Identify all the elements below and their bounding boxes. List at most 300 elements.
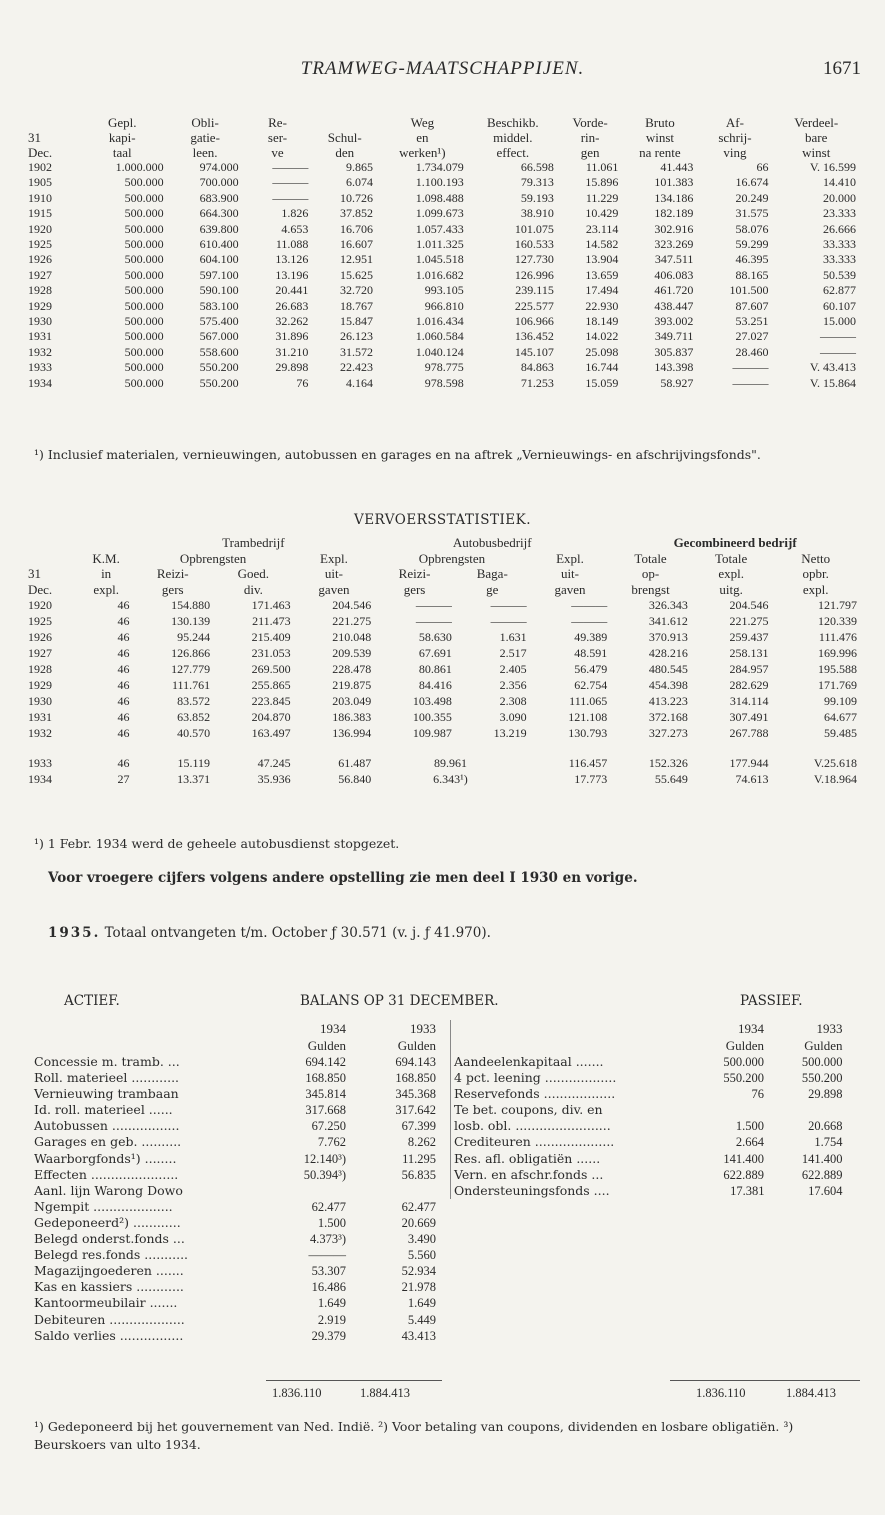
finance-cell: 500.000 xyxy=(124,344,164,359)
finance-cell: 101.075 xyxy=(514,221,554,236)
finance-cell: 590.100 xyxy=(199,283,239,298)
transport-year-cell: 1926 xyxy=(28,630,52,644)
asset-value: 67.399 xyxy=(401,1119,436,1134)
transport-row xyxy=(28,725,860,741)
finance-cell: 12.951 xyxy=(339,252,373,267)
finance-cell: 393.002 xyxy=(654,314,694,329)
finance-cell: 347.511 xyxy=(654,252,694,267)
transport-cell: 62.754 xyxy=(574,678,608,692)
finance-cell: 500.000 xyxy=(124,267,164,282)
group-tram: Trambedrijf xyxy=(222,535,285,550)
finance-cell: 349.711 xyxy=(654,329,694,344)
asset-row xyxy=(34,1070,446,1086)
col-uit2: gaven xyxy=(318,581,350,597)
finance-year-cell: 1905 xyxy=(28,175,52,190)
transport-cell: 67.691 xyxy=(418,646,452,660)
finance-year-cell: 1927 xyxy=(28,267,52,282)
asset-value: 345.814 xyxy=(305,1087,346,1102)
liability-value: 2.664 xyxy=(735,1135,764,1150)
asset-value: 52.934 xyxy=(401,1264,436,1279)
asset-value: 53.307 xyxy=(311,1264,346,1279)
asset-label: Autobussen ................. xyxy=(34,1118,180,1134)
transport-row xyxy=(28,693,860,709)
assets-col-1934: 1934 xyxy=(320,1021,346,1036)
finance-cell: 37.852 xyxy=(339,206,373,221)
asset-value: 5.560 xyxy=(407,1248,436,1263)
transport-cell: ——— xyxy=(571,614,608,628)
liability-row xyxy=(451,1134,851,1150)
asset-value: 29.379 xyxy=(311,1328,346,1343)
liability-label: Te bet. coupons, div. en xyxy=(454,1102,603,1118)
transport-cell: 454.398 xyxy=(648,678,688,692)
transport-cell: 231.053 xyxy=(251,646,291,660)
finance-cell: 567.000 xyxy=(199,329,239,344)
finance-cell: 16.744 xyxy=(585,360,619,375)
asset-row xyxy=(34,1312,446,1328)
transport-cell: 84.416 xyxy=(418,678,452,692)
finance-cell: 160.533 xyxy=(514,237,554,252)
transport-cell: 428.216 xyxy=(648,646,688,660)
finance-header-cell xyxy=(28,115,77,130)
finance-cell: 1.060.584 xyxy=(415,329,464,344)
transport-cell: 35.936 xyxy=(257,772,291,786)
asset-label: Aanl. lijn Warong Dowo xyxy=(34,1182,183,1198)
asset-row xyxy=(34,1134,446,1150)
transport-cell: 204.546 xyxy=(332,598,372,612)
liability-row xyxy=(451,1070,851,1086)
finance-cell: 88.165 xyxy=(735,267,769,282)
finance-header-cell: Vorde- xyxy=(572,115,608,130)
finance-cell: 15.625 xyxy=(339,267,373,282)
transport-cell: 111.761 xyxy=(171,678,211,692)
liability-value: 550.200 xyxy=(723,1071,764,1086)
col-reiz2-auto: gers xyxy=(403,581,426,597)
finance-header-cell: middel. xyxy=(493,130,533,145)
finance-row xyxy=(28,191,860,206)
group-comb: Gecombineerd bedrijf xyxy=(673,535,797,550)
transport-cell: 100.355 xyxy=(412,710,452,724)
asset-value: 43.413 xyxy=(401,1328,436,1343)
asset-label: Gedeponeerd²) ............ xyxy=(34,1214,181,1230)
finance-header-cell: en xyxy=(416,130,429,145)
finance-cell: 66.598 xyxy=(520,160,554,174)
asset-row xyxy=(34,1215,446,1231)
transport-cell: 2.405 xyxy=(499,662,527,676)
finance-cell: 79.313 xyxy=(520,175,554,190)
asset-label: Effecten ...................... xyxy=(34,1166,179,1182)
finance-cell: 50.539 xyxy=(823,267,856,282)
balance-footnote: ¹) Gedeponeerd bij het gouvernement van Ned. Indië. ²) Voor betaling van coupons, dividenden en losbare obligatiën. ³) Beurskoers van ulto 1934. xyxy=(34,1419,794,1452)
finance-row xyxy=(28,222,860,237)
balance-liabilities-table xyxy=(450,1020,851,1199)
finance-header-cell: gen xyxy=(580,145,600,160)
finance-cell: ——— xyxy=(820,344,856,359)
liability-label: Res. afl. obligatiën ...... xyxy=(454,1150,601,1166)
finance-cell: 13.126 xyxy=(275,252,309,267)
finance-cell: ——— xyxy=(272,190,309,205)
finance-cell: 32.720 xyxy=(339,283,373,298)
transport-cell: 46 xyxy=(117,662,130,676)
transport-cell: 121.797 xyxy=(818,598,857,612)
finance-row xyxy=(28,268,860,283)
liability-row xyxy=(451,1167,851,1183)
transport-cell: 46 xyxy=(117,598,130,612)
finance-header-cell: Af- xyxy=(725,115,744,130)
finance-cell: 20.249 xyxy=(735,190,769,205)
finance-row xyxy=(28,175,860,190)
transport-cell: ——— xyxy=(571,598,608,612)
finance-row xyxy=(28,345,860,360)
finance-cell: 20.000 xyxy=(823,190,856,205)
transport-cell: 40.570 xyxy=(177,726,211,740)
finance-cell: 500.000 xyxy=(124,175,164,190)
col-uit2-auto: gaven xyxy=(554,581,586,597)
asset-row xyxy=(34,1295,446,1311)
asset-label: Concessie m. tramb. ... xyxy=(34,1054,180,1069)
finance-cell: 101.500 xyxy=(729,283,769,298)
asset-value: 317.642 xyxy=(395,1103,436,1118)
transport-cell: 74.613 xyxy=(735,772,769,786)
year-1935-text: Totaal ontvangeten t/m. October ƒ 30.571 (v. j. ƒ 41.970). xyxy=(104,925,491,941)
transport-cell: 171.769 xyxy=(818,678,857,692)
asset-value xyxy=(356,1183,446,1199)
transport-cell: 203.049 xyxy=(332,694,372,708)
finance-cell: 700.000 xyxy=(199,175,239,190)
finance-cell: 1.016.434 xyxy=(415,314,464,329)
asset-value: 345.368 xyxy=(395,1087,436,1102)
finance-cell: 13.196 xyxy=(275,267,309,282)
col-31: 31 xyxy=(28,566,41,581)
transport-cell: 27 xyxy=(117,772,130,786)
asset-row xyxy=(34,1231,446,1247)
finance-header-cell: Gepl. xyxy=(107,115,137,130)
finance-cell: 41.443 xyxy=(660,160,694,174)
col-ex2: uitg. xyxy=(719,581,743,597)
transport-year-cell: 1925 xyxy=(28,614,52,628)
finance-cell: 993.105 xyxy=(424,283,464,298)
finance-cell: 31.575 xyxy=(735,206,769,221)
asset-label: Ngempit .................... xyxy=(34,1198,173,1214)
finance-cell: 59.299 xyxy=(735,237,769,252)
finance-cell: 76 xyxy=(296,375,309,390)
col-op2: brengst xyxy=(631,581,670,597)
assets-unit-1934: Gulden xyxy=(307,1038,346,1053)
finance-cell: 500.000 xyxy=(124,360,164,375)
finance-cell: 22.930 xyxy=(585,298,619,313)
transport-cell: 95.244 xyxy=(177,630,211,644)
finance-cell: 182.189 xyxy=(654,206,694,221)
finance-cell: 305.837 xyxy=(654,344,694,359)
transport-cell: 46 xyxy=(117,630,130,644)
asset-label: Belegd onderst.fonds ... xyxy=(34,1231,185,1247)
col-uit1: uit- xyxy=(324,566,343,581)
finance-cell: 1.016.682 xyxy=(415,267,464,282)
asset-value: 1.500 xyxy=(317,1215,346,1230)
finance-cell: 1.100.193 xyxy=(415,175,464,190)
finance-year-cell: 1925 xyxy=(28,237,52,252)
transport-cell: 46 xyxy=(117,756,130,770)
finance-year-cell: 1931 xyxy=(28,329,52,344)
transport-cell: 46 xyxy=(117,678,130,692)
liability-row xyxy=(451,1183,851,1199)
transport-cell: 111.476 xyxy=(818,630,857,644)
finance-cell: V. 43.413 xyxy=(809,360,856,375)
finance-cell: 31.896 xyxy=(275,329,309,344)
finance-row xyxy=(28,237,860,252)
finance-header-cell: winst xyxy=(645,130,674,145)
col-goed2: div. xyxy=(243,581,263,597)
finance-cell: 438.447 xyxy=(654,298,694,313)
liab-unit-1933: Gulden xyxy=(804,1038,843,1053)
col-uit1-auto: uit- xyxy=(560,566,579,581)
balance-actief-title: ACTIEF. xyxy=(64,993,120,1009)
finance-header-cell: Schul- xyxy=(327,130,362,145)
finance-header-cell: Beschikb. xyxy=(486,115,539,130)
liability-row xyxy=(451,1118,851,1134)
finance-cell: 32.262 xyxy=(275,314,309,329)
asset-label: Belegd res.fonds ........... xyxy=(34,1247,189,1263)
finance-cell: 58.927 xyxy=(660,375,694,390)
transport-year-cell: 1930 xyxy=(28,694,52,708)
asset-label: Garages en geb. .......... xyxy=(34,1134,182,1150)
finance-cell: 31.572 xyxy=(339,344,373,359)
asset-label: Id. roll. materieel ...... xyxy=(34,1102,173,1118)
finance-year-cell: 1926 xyxy=(28,252,52,267)
finance-cell: 66 xyxy=(756,160,769,174)
transport-cell: 126.866 xyxy=(171,646,211,660)
finance-header-cell: Re- xyxy=(268,115,287,130)
finance-cell: 26.666 xyxy=(823,221,856,236)
finance-header-cell: den xyxy=(335,145,355,160)
finance-cell: V. 16.599 xyxy=(809,160,856,174)
finance-row xyxy=(28,360,860,375)
asset-value: 7.762 xyxy=(317,1135,346,1150)
transport-cell: 171.463 xyxy=(251,598,291,612)
transport-cell: 46 xyxy=(117,710,130,724)
finance-row xyxy=(28,376,860,391)
finance-header-cell: Bruto xyxy=(645,115,675,130)
col-km1: K.M. xyxy=(92,550,120,566)
liability-value: 29.898 xyxy=(808,1087,843,1102)
transport-row-late xyxy=(28,771,860,787)
finance-cell: 33.333 xyxy=(823,252,856,267)
transport-footnote: ¹) 1 Febr. 1934 werd de geheele autobusdienst stopgezet. xyxy=(34,836,400,851)
col-km3: expl. xyxy=(93,581,119,597)
finance-cell: 53.251 xyxy=(735,314,769,329)
asset-value: 4.373³) xyxy=(309,1232,346,1247)
finance-cell: ——— xyxy=(732,360,769,375)
finance-row xyxy=(28,252,860,267)
transport-row xyxy=(28,645,860,661)
assets-col-1933: 1933 xyxy=(410,1021,436,1036)
transport-cell: ——— xyxy=(415,598,452,612)
transport-cell: 6.343¹) xyxy=(433,772,468,786)
liab-total-1933: 1.884.413 xyxy=(786,1386,836,1400)
asset-value: 56.835 xyxy=(401,1167,436,1182)
transport-cell: ——— xyxy=(490,598,527,612)
transport-cell: 109.987 xyxy=(412,726,452,740)
finance-table xyxy=(28,115,860,391)
finance-header-cell: rin- xyxy=(580,130,600,145)
finance-cell: 87.607 xyxy=(735,298,769,313)
finance-header-row xyxy=(28,130,860,145)
finance-cell: 20.441 xyxy=(275,283,309,298)
finance-cell: 11.061 xyxy=(585,160,619,174)
finance-cell: 610.400 xyxy=(199,237,239,252)
finance-header-cell: gatie- xyxy=(190,130,220,145)
liability-label: 4 pct. leening .................. xyxy=(454,1070,617,1086)
transport-cell: 121.108 xyxy=(568,710,608,724)
col-bag2: ge xyxy=(486,581,499,597)
transport-cell: 58.630 xyxy=(418,630,452,644)
finance-footnote: ¹) Inclusief materialen, vernieuwingen, autobussen en garages en na aftrek „Vernieuwings- en afschrijvingsfonds". xyxy=(34,447,761,462)
transport-cell: 2.308 xyxy=(499,694,527,708)
transport-row xyxy=(28,709,860,725)
col-km2: in xyxy=(101,566,112,581)
liab-unit-1934: Gulden xyxy=(725,1038,764,1053)
col-dec: Dec. xyxy=(28,581,53,597)
transport-cell: 255.865 xyxy=(251,678,291,692)
col-bag1: Baga- xyxy=(476,566,508,581)
finance-cell: 575.400 xyxy=(199,314,239,329)
finance-cell: 23.333 xyxy=(823,206,856,221)
transport-cell: 46 xyxy=(117,646,130,660)
balance-passief-title: PASSIEF. xyxy=(740,993,803,1009)
finance-cell: 323.269 xyxy=(654,237,694,252)
asset-value: 1.649 xyxy=(317,1296,346,1311)
sub-netto: Netto xyxy=(801,550,831,566)
transport-cell: 228.478 xyxy=(332,662,372,676)
assets-unit-1933: Gulden xyxy=(397,1038,436,1053)
asset-value: 168.850 xyxy=(395,1071,436,1086)
page-number: 1671 xyxy=(823,58,861,79)
liability-row xyxy=(451,1054,851,1070)
transport-cell: 204.870 xyxy=(251,710,291,724)
asset-label: Roll. materieel ............ xyxy=(34,1070,180,1086)
finance-year-cell: 1933 xyxy=(28,360,52,375)
transport-cell: 314.114 xyxy=(729,694,769,708)
finance-cell: 59.193 xyxy=(520,190,554,205)
col-goed1: Goed. xyxy=(237,566,270,581)
finance-year-cell: 1928 xyxy=(28,283,52,298)
finance-cell: 145.107 xyxy=(514,344,554,359)
transport-row xyxy=(28,677,860,693)
transport-cell: 284.957 xyxy=(729,662,769,676)
transport-cell: 215.409 xyxy=(251,630,291,644)
asset-value: 694.143 xyxy=(395,1055,436,1069)
finance-cell: 4.653 xyxy=(281,221,309,236)
transport-cell: V.18.964 xyxy=(813,772,857,786)
transport-cell: 326.343 xyxy=(648,598,688,612)
finance-row xyxy=(28,314,860,329)
finance-cell: 500.000 xyxy=(124,221,164,236)
transport-cell: 258.131 xyxy=(729,646,769,660)
finance-cell: 978.598 xyxy=(424,375,464,390)
finance-header-cell: leen. xyxy=(192,145,218,160)
asset-label: Kas en kassiers ............ xyxy=(34,1279,184,1295)
transport-row xyxy=(28,661,860,677)
finance-header-cell: schrij- xyxy=(718,130,752,145)
finance-cell: 500.000 xyxy=(124,252,164,267)
liability-value xyxy=(694,1102,773,1118)
finance-cell: 13.659 xyxy=(585,267,619,282)
transport-cell: 17.773 xyxy=(574,772,608,786)
transport-year-cell: 1933 xyxy=(28,756,52,770)
finance-cell: 58.076 xyxy=(735,221,769,236)
finance-cell: 500.000 xyxy=(124,298,164,313)
finance-cell: 29.898 xyxy=(275,360,309,375)
finance-row xyxy=(28,299,860,314)
assets-total-1933: 1.884.413 xyxy=(360,1386,410,1400)
finance-cell: 239.115 xyxy=(515,283,554,298)
liab-col-1933: 1933 xyxy=(816,1021,843,1036)
finance-cell: 500.000 xyxy=(124,375,164,390)
finance-header-cell: ving xyxy=(723,145,747,160)
finance-cell: 15.000 xyxy=(823,314,856,329)
col-net2: expl. xyxy=(802,581,829,597)
finance-header-cell: Weg xyxy=(410,115,435,130)
transport-cell: 99.109 xyxy=(824,694,857,708)
asset-label: Waarborgfonds¹) ........ xyxy=(34,1150,177,1166)
asset-row xyxy=(34,1199,446,1215)
transport-year-cell: 1932 xyxy=(28,726,52,740)
finance-cell: 639.800 xyxy=(199,221,239,236)
transport-row xyxy=(28,613,860,629)
finance-year-cell: 1930 xyxy=(28,314,52,329)
col-ex1: expl. xyxy=(718,566,744,581)
sub-opbr-auto: Opbrengsten xyxy=(418,550,486,566)
finance-cell: 60.107 xyxy=(823,298,856,313)
finance-cell: 16.706 xyxy=(339,221,373,236)
asset-label: Magazijngoederen ....... xyxy=(34,1263,184,1279)
transport-year-cell: 1920 xyxy=(28,598,52,612)
page-header-title: TRAMWEG-MAATSCHAPPIJEN. xyxy=(300,58,585,79)
transport-cell: 47.245 xyxy=(257,756,291,770)
finance-header-cell: kapi- xyxy=(108,130,136,145)
transport-cell: 259.437 xyxy=(729,630,769,644)
transport-cell: 204.546 xyxy=(729,598,769,612)
transport-cell: 1.631 xyxy=(499,630,527,644)
liability-label: losb. obl. ........................ xyxy=(454,1118,611,1134)
finance-header-cell: werken¹) xyxy=(399,145,446,160)
finance-cell: 1.099.673 xyxy=(415,206,464,221)
transport-cell: 13.371 xyxy=(177,772,211,786)
finance-cell: 26.123 xyxy=(339,329,373,344)
finance-cell: 11.088 xyxy=(275,237,309,252)
liability-label: Crediteuren .................... xyxy=(454,1134,615,1150)
finance-cell: 500.000 xyxy=(124,237,164,252)
finance-cell: 1.011.325 xyxy=(416,237,464,252)
finance-header-cell xyxy=(312,115,377,130)
transport-row xyxy=(28,597,860,613)
finance-cell: 225.577 xyxy=(514,298,554,313)
finance-cell: 1.000.000 xyxy=(115,160,164,174)
transport-year-cell: 1934 xyxy=(28,772,52,786)
liability-value xyxy=(773,1102,851,1118)
finance-cell: 597.100 xyxy=(199,267,239,282)
sub-expl-auto: Expl. xyxy=(556,550,584,566)
transport-cell: 267.788 xyxy=(729,726,769,740)
finance-cell: 500.000 xyxy=(124,314,164,329)
finance-cell: 966.810 xyxy=(424,298,464,313)
finance-year-cell: 1915 xyxy=(28,206,52,221)
liability-value: 550.200 xyxy=(801,1071,843,1086)
finance-cell: 23.114 xyxy=(585,221,619,236)
finance-cell: 22.423 xyxy=(339,360,373,375)
finance-cell: ——— xyxy=(272,160,309,174)
finance-cell: ——— xyxy=(732,375,769,390)
finance-cell: 550.200 xyxy=(199,360,239,375)
